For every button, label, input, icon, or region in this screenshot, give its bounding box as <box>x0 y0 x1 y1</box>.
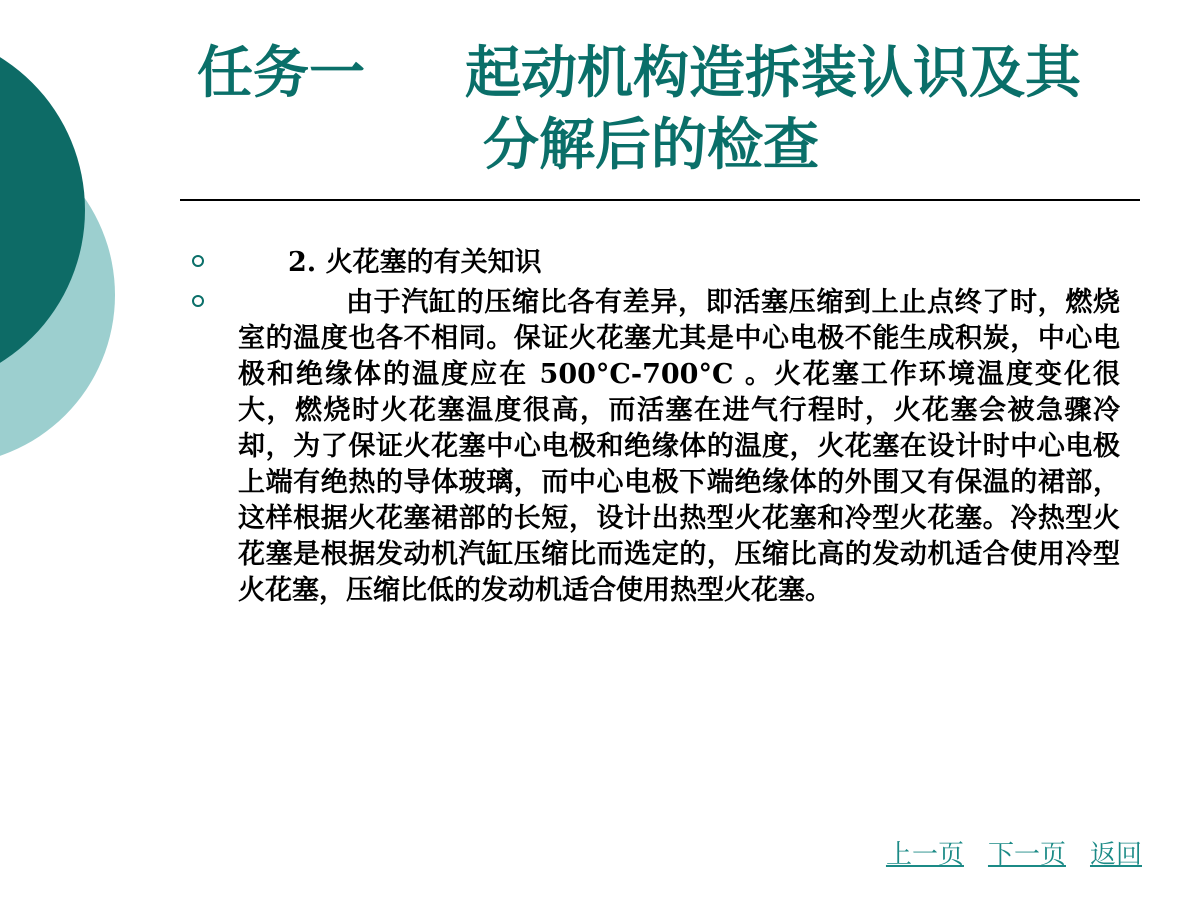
slide-navigation <box>886 834 1142 871</box>
bullet-item-paragraph <box>190 285 1120 609</box>
decorative-circles <box>0 0 200 900</box>
slide-title <box>185 38 1135 182</box>
bullet-circle-icon <box>192 295 204 307</box>
section-heading: 2. 火花塞的有关知识 <box>288 247 542 278</box>
task-label: 任务一 <box>197 41 365 106</box>
bullet-circle-icon <box>192 255 204 267</box>
title-topic-line-1: 起动机构造拆装认识及其 <box>465 41 1081 106</box>
body-paragraph: 由于汽缸的压缩比各有差异，即活塞压缩到上止点终了时，燃烧室的温度也各不相同。保证火花塞尤其是中心电极不能生成积炭，中心电极和绝缘体的温度应在 500°C-700°C 。火花塞工作环境温度变化很大，燃烧时火花塞温度很高，而活塞在进气行程时，火花塞会被急骤冷却，为了保证火花塞中心电极和绝缘体的温度，火花塞在设计时中心电极上端有绝热的导体玻璃，而中心电极下端绝缘体的外围又有保温的裙部，这样根据火花塞裙部的长短，设计出热型火花塞和冷型火花塞。冷热型火花塞是根据发动机汽缸压缩比而选定的，压缩比高的发动机适合使用冷型火花塞，压缩比低的发动机适合使用热型火花塞。 <box>238 287 1120 606</box>
back-link[interactable]: 返回 <box>1089 840 1142 870</box>
content-body <box>190 245 1120 613</box>
title-topic-line-2: 分解后的检查 <box>483 113 819 178</box>
next-page-link[interactable]: 下一页 <box>987 840 1066 870</box>
title-divider <box>180 199 1140 201</box>
prev-page-link[interactable]: 上一页 <box>885 840 964 870</box>
title-line-1 <box>185 38 1135 110</box>
bullet-item-heading <box>190 245 1120 281</box>
